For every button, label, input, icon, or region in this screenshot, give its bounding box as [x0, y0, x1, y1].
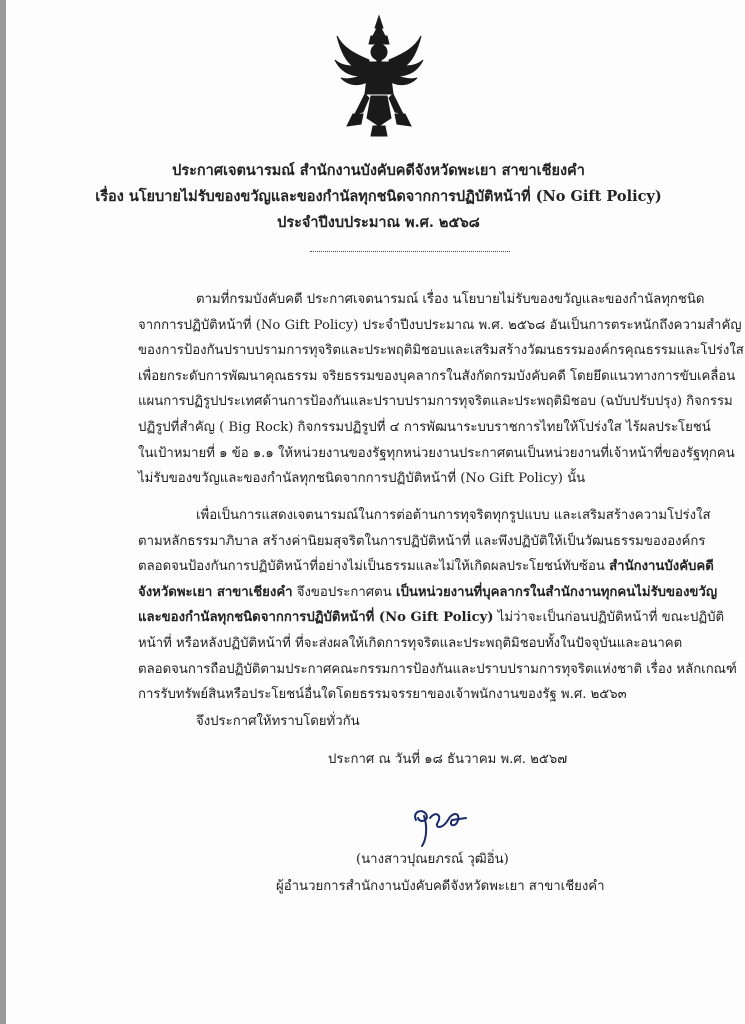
- paragraph-1-line: จากการปฏิบัติหน้าที่ (No Gift Policy) ประจำปีงบประมาณ พ.ศ. ๒๕๖๘ อันเป็นการตระหนักถึงความสำคัญ: [138, 317, 742, 333]
- paragraph-1-line: ไม่รับของขวัญและของกำนัลทุกชนิดจากการปฏิบัติหน้าที่ (No Gift Policy) นั้น: [138, 471, 586, 487]
- paragraph-2-line: ตามหลักธรรมาภิบาล สร้างค่านิยมสุจริตในการปฏิบัติหน้าที่ และพึงปฏิบัติให้เป็นวัฒนธรรมขององค์กร: [138, 533, 706, 549]
- office-name-bold: จังหวัดพะเยา สาขาเชียงคำ: [138, 584, 293, 600]
- paragraph-1-line: แผนการปฏิรูปประเทศด้านการป้องกันและปราบปรามการทุจริตและประพฤติมิชอบ (ฉบับปรับปรุง) กิจกรรม: [138, 394, 733, 410]
- paragraph-1-line: ในเป้าหมายที่ ๑ ข้อ ๑.๑ ให้หน่วยงานของรัฐทุกหน่วยงานประกาศตนเป็นหน่วยงานที่เจ้าหน้าที่ของรัฐทุกคน: [138, 445, 735, 461]
- paragraph-2-line: [138, 580, 718, 606]
- paragraph-2-line: ตลอดจนการถือปฏิบัติตามประกาศคณะกรรมการป้องกันและปราบปรามการทุจริตแห่งชาติ เรื่อง หลักเกณฑ์: [138, 661, 737, 677]
- paragraph-1-line: ปฏิรูปที่สำคัญ ( Big Rock) กิจกรรมปฏิรูปที่ ๔ การพัฒนาระบบราชการไทยให้โปร่งใส ไร้ผลประโยชน์: [138, 419, 711, 435]
- signer-title: ผู้อำนวยการสำนักงานบังคับคดีจังหวัดพะเยา สาขาเชียงคำ: [276, 879, 605, 894]
- paragraph-2-line: การรับทรัพย์สินหรือประโยชน์อื่นใดโดยธรรมจรรยาของเจ้าพนักงานของรัฐ พ.ศ. ๒๕๖๓: [138, 687, 627, 703]
- paragraph-2-text: ตลอดจนป้องกันการปฏิบัติหน้าที่อย่างไม่เป็นธรรมและไม่ให้เกิดผลประโยชน์ทับซ้อน: [138, 559, 610, 575]
- paragraph-2-line: หน้าที่ หรือหลังปฏิบัติหน้าที่ ที่จะส่งผลให้เกิดการทุจริตและประพฤติมิชอบทั้งในปัจจุบันและอนาคต: [138, 635, 683, 651]
- paragraph-2-text: ไม่ว่าจะเป็นก่อนปฏิบัติหน้าที่ ขณะปฏิบัติ: [493, 610, 725, 626]
- paragraph-2-line: เพื่อเป็นการแสดงเจตนารมณ์ในการต่อต้านการทุจริตทุกรูปแบบ และเสริมสร้างความโปร่งใส: [196, 508, 711, 523]
- declaration-bold: เป็นหน่วยงานที่บุคลากรในสำนักงานทุกคนไม่รับของขวัญ: [395, 584, 718, 600]
- office-name-bold: สำนักงานบังคับคดี: [609, 559, 714, 575]
- paragraph-2-line: [138, 554, 714, 580]
- paragraph-1-line: เพื่อยกระดับการพัฒนาคุณธรรม จริยธรรมของบุคลากรในสังกัดกรมบังคับคดี โดยยึดแนวทางการขับเคลื่อน: [138, 368, 736, 384]
- paragraph-2: [138, 503, 737, 708]
- handwritten-signature-icon: [396, 790, 486, 850]
- closing-statement: จึงประกาศให้ทราบโดยทั่วกัน: [196, 714, 360, 729]
- declaration-bold: และของกำนัลทุกชนิดจากการปฏิบัติหน้าที่ (No Gift Policy): [138, 610, 494, 626]
- header-line-2: เรื่อง นโยบายไม่รับของขวัญและของกำนัลทุกชนิดจากการปฏิบัติหน้าที่ (No Gift Policy): [95, 188, 662, 205]
- dotted-divider: [310, 251, 510, 252]
- announce-date: ประกาศ ณ วันที่ ๑๘ ธันวาคม พ.ศ. ๒๕๖๗: [328, 752, 568, 767]
- header-line-3: ประจำปีงบประมาณ พ.ศ. ๒๕๖๘: [277, 214, 480, 231]
- signer-name: (นางสาวปุณยภรณ์ วุฒิอิ่น): [356, 852, 509, 867]
- header-line-1: ประกาศเจตนารมณ์ สำนักงานบังคับคดีจังหวัดพะเยา สาขาเชียงคำ: [172, 162, 585, 179]
- garuda-emblem-icon: [333, 14, 425, 144]
- paragraph-1: [138, 287, 744, 492]
- paragraph-2-text: จึงขอประกาศตน: [292, 584, 396, 600]
- paragraph-1-line: ตามที่กรมบังคับคดี ประกาศเจตนารมณ์ เรื่อง นโยบายไม่รับของขวัญและของกำนัลทุกชนิด: [196, 292, 705, 307]
- paragraph-2-line: [138, 605, 725, 631]
- paragraph-1-line: ของการป้องกันปราบปรามการทุจริตและประพฤติมิชอบและเสริมสร้างวัฒนธรรมองค์กรคุณธรรมและโปร่งใส: [138, 343, 744, 359]
